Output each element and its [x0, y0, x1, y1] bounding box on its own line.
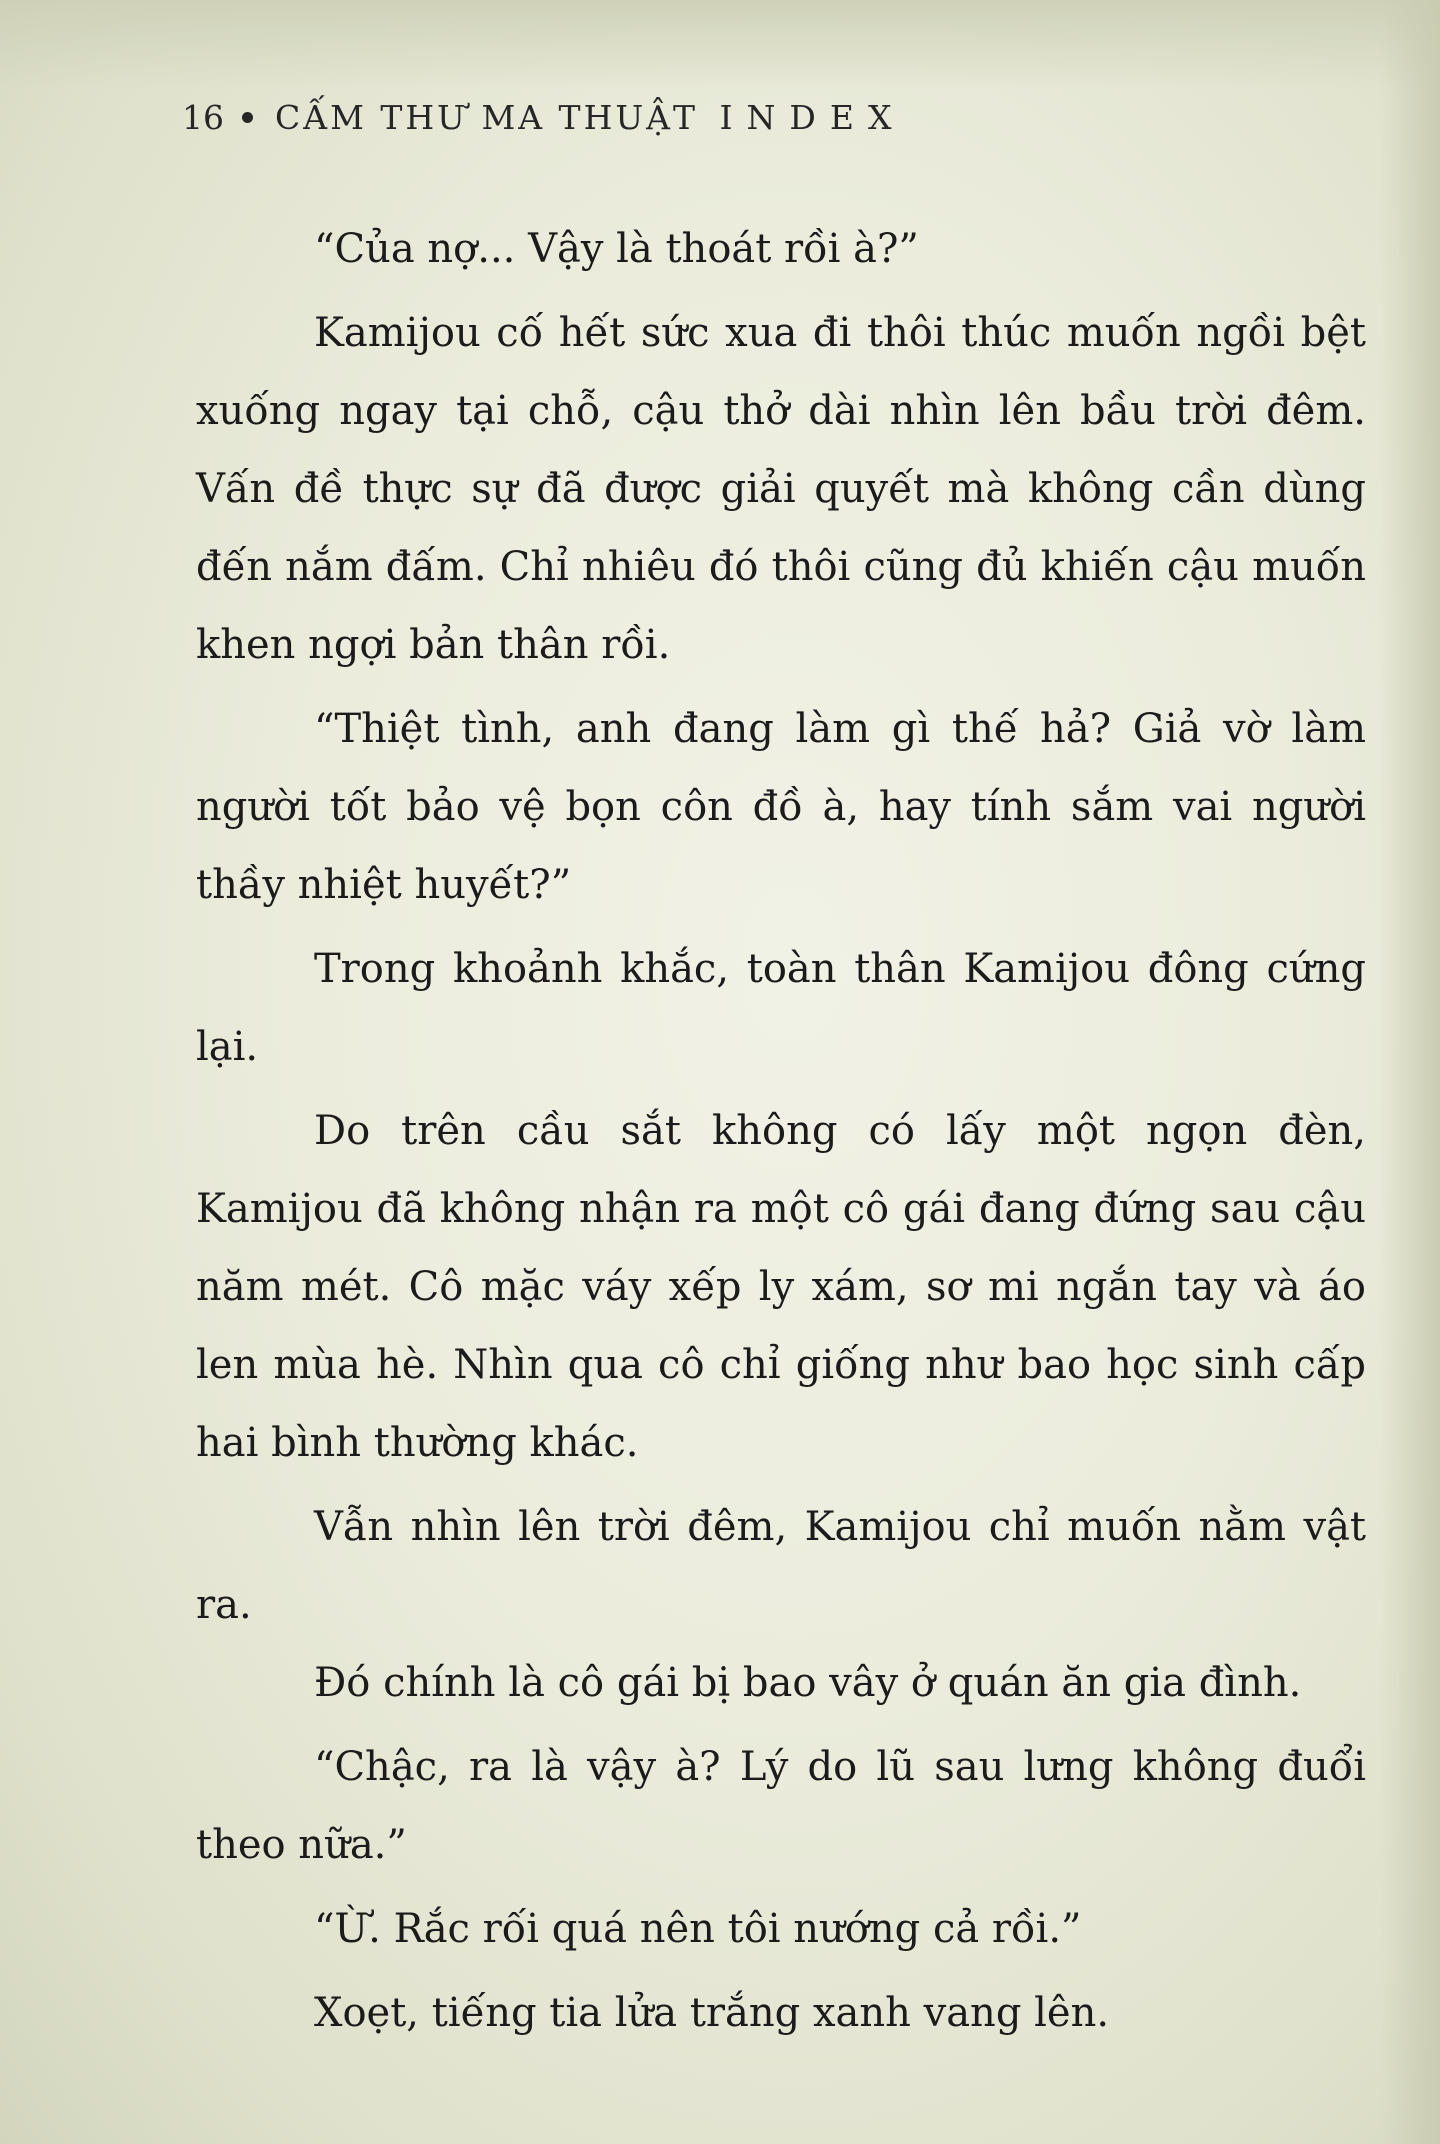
paragraph: Xoẹt, tiếng tia lửa trắng xanh vang lên. — [314, 1990, 1110, 2036]
paragraph: Trong khoảnh khắc, toàn thân Kamijou đông cứng lại. — [196, 946, 1366, 1070]
page-shadow-right — [1380, 0, 1440, 2144]
page-shadow-top — [0, 0, 1440, 90]
body-text — [196, 210, 1366, 2058]
book-subtitle: INDEX — [719, 98, 906, 137]
page-number: 16 — [182, 98, 224, 137]
paragraph: Kamijou cố hết sức xua đi thôi thúc muốn ngồi bệt xuống ngay tại chỗ, cậu thở dài nhìn lên bầu trời đêm. Vấn đề thực sự đã được giải quyết mà không cần dùng đến nắm đấm. Chỉ nhiêu đó thôi cũng đủ khiến cậu muốn khen ngợi bản thân rồi. — [196, 310, 1366, 668]
paragraph: Đó chính là cô gái bị bao vây ở quán ăn gia đình. — [314, 1660, 1302, 1706]
book-title: CẤM THƯ MA THUẬT — [275, 98, 699, 137]
paragraph: “Chậc, ra là vậy à? Lý do lũ sau lưng không đuổi theo nữa.” — [196, 1744, 1366, 1868]
paragraph: “Thiệt tình, anh đang làm gì thế hả? Giả vờ làm người tốt bảo vệ bọn côn đồ à, hay tính sắm vai người thầy nhiệt huyết?” — [196, 706, 1366, 908]
paragraph: Do trên cầu sắt không có lấy một ngọn đèn, Kamijou đã không nhận ra một cô gái đang đứng sau cậu năm mét. Cô mặc váy xếp ly xám, sơ mi ngắn tay và áo len mùa hè. Nhìn qua cô chỉ giống như bao học sinh cấp hai bình thường khác. — [196, 1108, 1366, 1466]
paragraph: “Của nợ... Vậy là thoát rồi à?” — [314, 226, 919, 272]
paragraph: “Ừ. Rắc rối quá nên tôi nướng cả rồi.” — [314, 1906, 1082, 1952]
running-header — [182, 98, 905, 137]
paragraph: Vẫn nhìn lên trời đêm, Kamijou chỉ muốn nằm vật ra. — [196, 1504, 1366, 1628]
bullet-separator — [242, 112, 253, 123]
